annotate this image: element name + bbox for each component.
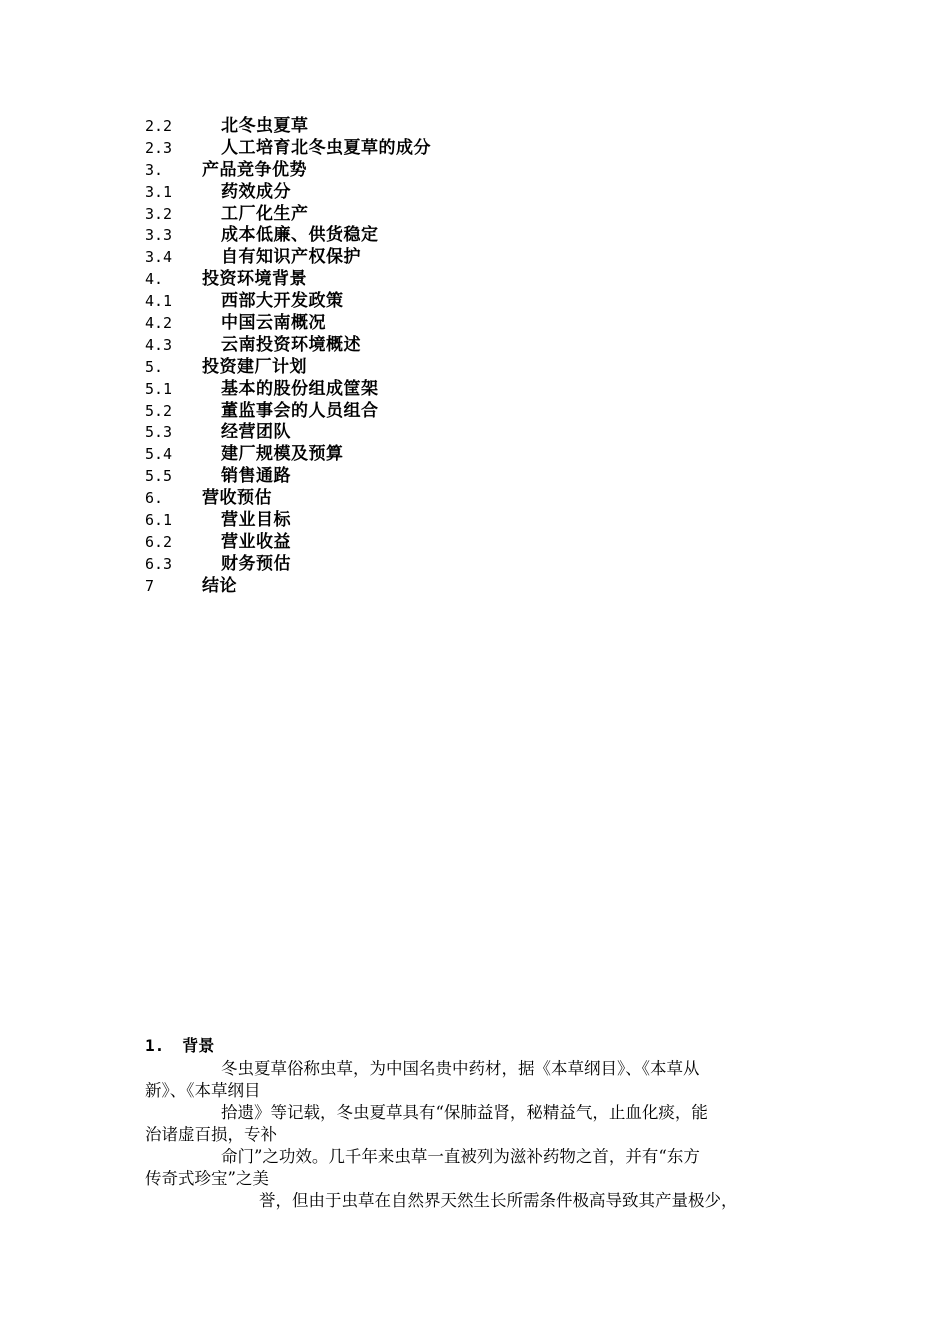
toc-entry[interactable] bbox=[145, 488, 845, 510]
toc-entry[interactable] bbox=[145, 225, 845, 247]
toc-entry[interactable] bbox=[145, 444, 845, 466]
toc-entry-number: 2.2 bbox=[145, 117, 173, 135]
toc-entry[interactable] bbox=[145, 466, 845, 488]
toc-entry-number: 6. bbox=[145, 489, 164, 508]
toc-entry-number: 6.1 bbox=[145, 511, 173, 530]
toc-entry[interactable] bbox=[145, 204, 845, 226]
paragraph-line: 冬虫夏草俗称虫草，为中国名贵中药材，据《本草纲目》、《本草从 bbox=[221, 1059, 700, 1078]
toc-entry-number: 5. bbox=[145, 357, 164, 376]
toc-entry-title: 自有知识产权保护 bbox=[221, 247, 361, 268]
toc-entry[interactable] bbox=[145, 510, 845, 532]
toc-entry-title: 营业目标 bbox=[221, 510, 291, 531]
background-section bbox=[145, 1034, 825, 1212]
toc-entry[interactable] bbox=[145, 422, 845, 444]
section-number: 1. bbox=[145, 1036, 165, 1055]
paragraph-line: 新》、《本草纲目 bbox=[145, 1081, 261, 1100]
paragraph-line: 治诸虚百损，专补 bbox=[145, 1125, 277, 1144]
toc-entry-title: 云南投资环境概述 bbox=[221, 334, 361, 355]
toc-entry-title: 中国云南概况 bbox=[221, 313, 326, 334]
toc-entry-title: 财务预估 bbox=[221, 553, 291, 574]
toc-entry[interactable] bbox=[145, 291, 845, 313]
toc-entry-number: 4.1 bbox=[145, 292, 173, 311]
toc-entry-title: 董监事会的人员组合 bbox=[221, 400, 379, 421]
toc-entry-title: 投资环境背景 bbox=[202, 269, 307, 290]
paragraph-line: 拾遗》等记载，冬虫夏草具有“保肺益肾，秘精益气，止血化痰，能 bbox=[221, 1103, 708, 1122]
toc-entry-number: 4.2 bbox=[145, 314, 173, 333]
toc-entry-number: 4.3 bbox=[145, 335, 173, 354]
toc-entry-title: 北冬虫夏草 bbox=[221, 116, 309, 136]
toc-entry-title: 基本的股份组成筐架 bbox=[221, 378, 379, 399]
toc-entry-title: 工厂化生产 bbox=[221, 203, 309, 224]
toc-entry-title: 成本低廉、供货稳定 bbox=[221, 225, 379, 246]
toc-entry-number: 3.1 bbox=[145, 182, 173, 201]
toc-entry-number: 5.3 bbox=[145, 423, 173, 442]
toc-entry[interactable] bbox=[145, 401, 845, 423]
toc-entry-number: 5.4 bbox=[145, 445, 173, 464]
toc-entry-number: 5.1 bbox=[145, 379, 173, 398]
toc-entry-number: 6.2 bbox=[145, 532, 173, 551]
paragraph-line: 命门”之功效。几千年来虫草一直被列为滋补药物之首，并有“东方 bbox=[221, 1147, 700, 1166]
toc-entry[interactable] bbox=[145, 335, 845, 357]
toc-entry[interactable] bbox=[145, 116, 845, 138]
toc-entry-title: 建厂规模及预算 bbox=[221, 444, 344, 465]
toc-entry[interactable] bbox=[145, 313, 845, 335]
toc-entry[interactable] bbox=[145, 532, 845, 554]
toc-entry-title: 营业收益 bbox=[221, 531, 291, 552]
toc-entry[interactable] bbox=[145, 576, 845, 598]
section-title: 背景 bbox=[182, 1036, 215, 1055]
toc-entry-title: 药效成分 bbox=[221, 181, 291, 202]
toc-entry-number: 3. bbox=[145, 160, 164, 179]
toc-entry-title: 销售通路 bbox=[221, 466, 291, 487]
toc-entry-number: 3.2 bbox=[145, 204, 173, 223]
toc-entry-title: 产品竞争优势 bbox=[202, 159, 307, 180]
toc-entry[interactable] bbox=[145, 554, 845, 576]
toc-entry-title: 结论 bbox=[202, 575, 237, 596]
toc-entry-number: 5.5 bbox=[145, 467, 173, 486]
toc-entry-number: 3.3 bbox=[145, 226, 173, 245]
paragraph-line: 传奇式珍宝”之美 bbox=[145, 1169, 269, 1188]
toc-entry[interactable] bbox=[145, 269, 845, 291]
toc-entry-title: 营收预估 bbox=[202, 488, 272, 509]
toc-entry-number: 7 bbox=[145, 576, 155, 595]
toc-entry[interactable] bbox=[145, 379, 845, 401]
section-heading bbox=[145, 1034, 825, 1058]
toc-entry[interactable] bbox=[145, 247, 845, 269]
toc-entry-title: 投资建厂计划 bbox=[202, 356, 307, 377]
toc-entry[interactable] bbox=[145, 160, 845, 182]
toc-entry[interactable] bbox=[145, 357, 845, 379]
toc-entry-number: 2.3 bbox=[145, 138, 173, 157]
toc-entry-number: 3.4 bbox=[145, 248, 173, 267]
toc-entry-title: 西部大开发政策 bbox=[221, 291, 344, 312]
toc-entry-number: 4. bbox=[145, 270, 164, 289]
toc-entry-number: 5.2 bbox=[145, 401, 173, 420]
toc-entry-title: 经营团队 bbox=[221, 422, 291, 443]
toc-entry-title: 人工培育北冬虫夏草的成分 bbox=[221, 137, 431, 158]
toc-entry-number: 6.3 bbox=[145, 554, 173, 573]
toc-entry[interactable] bbox=[145, 182, 845, 204]
table-of-contents bbox=[145, 116, 845, 598]
paragraph-line: 誉，但由于虫草在自然界天然生长所需条件极高导致其产量极少， bbox=[259, 1191, 738, 1210]
toc-entry[interactable] bbox=[145, 138, 845, 160]
